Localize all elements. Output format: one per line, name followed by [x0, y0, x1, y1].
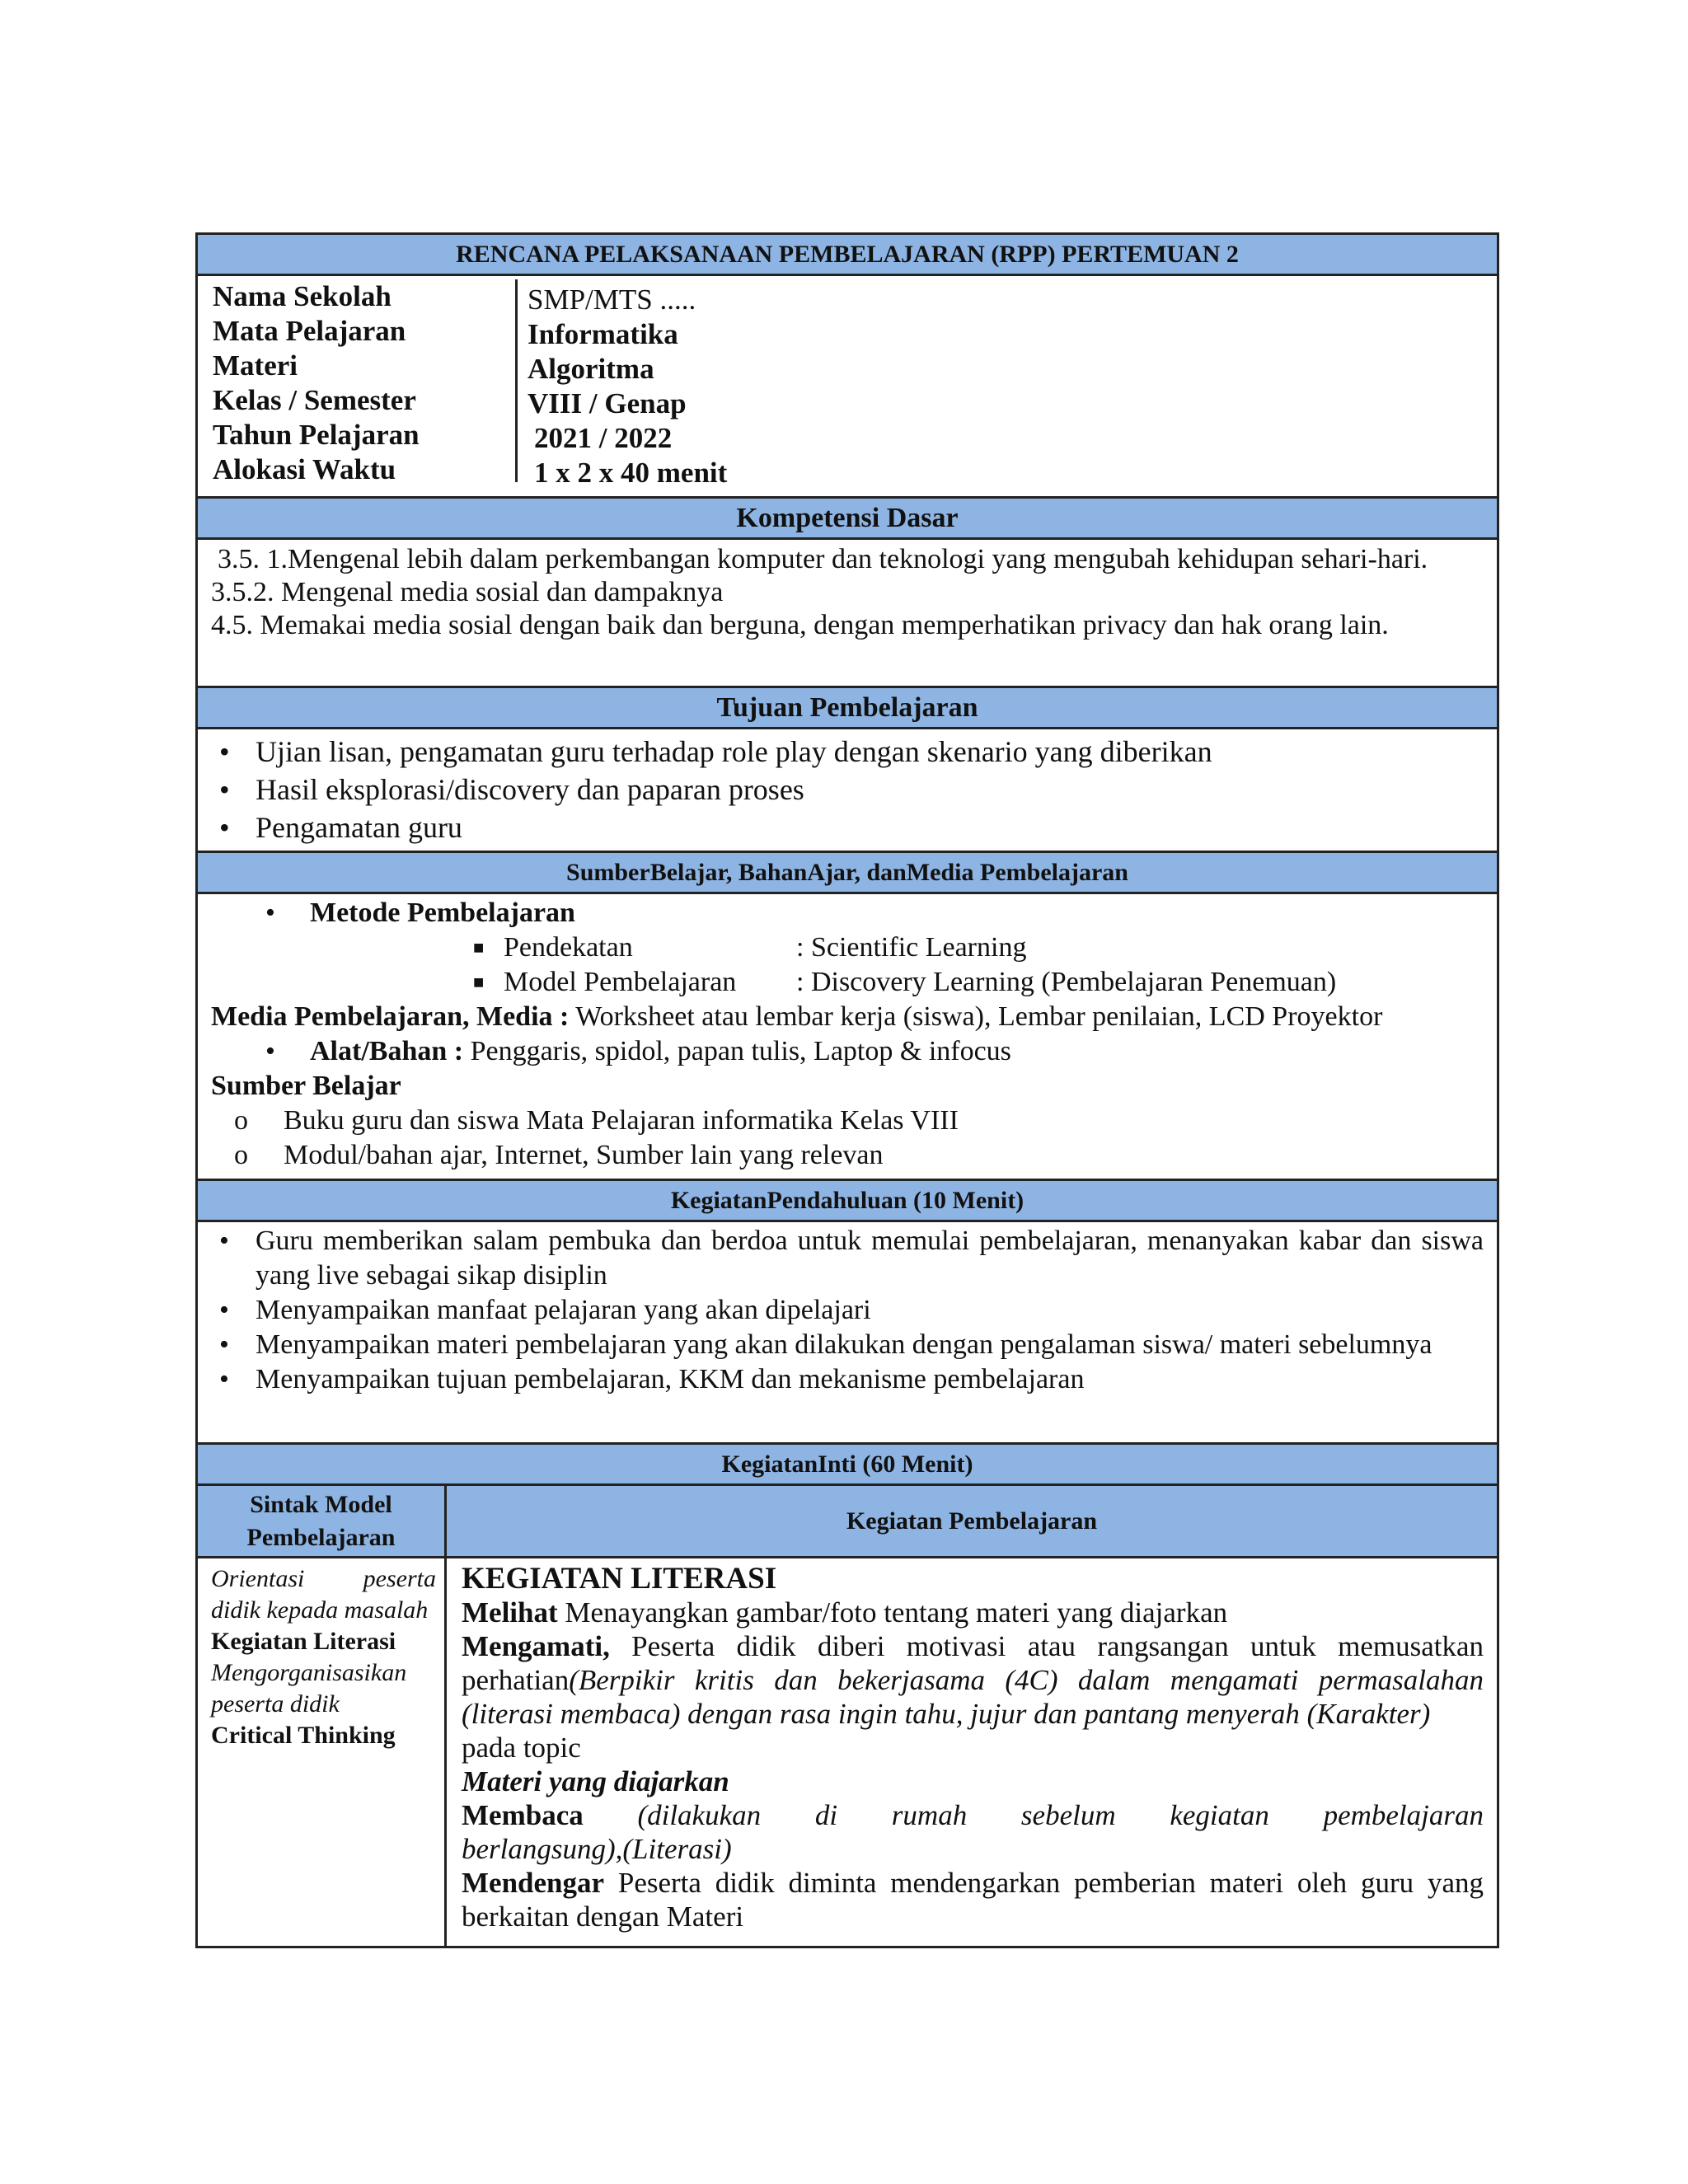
- identity-label: Nama Sekolah: [213, 280, 392, 312]
- column-header-sintak: Sintak Model Pembelajaran: [198, 1486, 447, 1556]
- bullet-icon: •: [265, 898, 275, 928]
- identity-value: Algoritma: [528, 353, 654, 385]
- inti-heading: KegiatanInti (60 Menit): [198, 1445, 1497, 1486]
- mengamati-text-italic: (Berpikir kritis dan bekerjasama (4C) dalam mengamati permasalahan: [569, 1664, 1484, 1696]
- mengamati-line: [462, 1663, 1484, 1697]
- sumber-item-text: Modul/bahan ajar, Internet, Sumber lain yang relevan: [284, 1140, 884, 1170]
- mendengar-line: [462, 1866, 1484, 1900]
- bullet-icon: •: [265, 1036, 275, 1066]
- sumber-item: [211, 1138, 1480, 1173]
- metode-value: : Scientific Learning: [796, 932, 1027, 963]
- mengamati-line: pada topic: [462, 1732, 581, 1764]
- pendahuluan-item: • Menyampaikan manfaat pelajaran yang akan dipelajari: [208, 1293, 1484, 1328]
- sintak-cell: [198, 1558, 447, 1946]
- pendahuluan-item: • Menyampaikan materi pembelajaran yang akan dilakukan dengan pengalaman siswa/ materi sebelumnya: [208, 1328, 1484, 1362]
- tujuan-section: [198, 729, 1497, 853]
- kompetensi-item: 3.5.2. Mengenal media sosial dan dampaknya: [211, 577, 724, 607]
- metode-label: Metode Pembelajaran: [310, 898, 575, 928]
- sumber-item: [211, 1104, 1480, 1138]
- identity-values: [515, 279, 728, 489]
- identity-value: 1 x 2 x 40 menit: [534, 457, 728, 489]
- identity-value: 2021 / 2022: [534, 422, 673, 454]
- sumber-item-text: Buku guru dan siswa Mata Pelajaran informatika Kelas VIII: [284, 1105, 959, 1136]
- circle-bullet-icon: o: [234, 1105, 248, 1136]
- sumber-heading: SumberBelajar, BahanAjar, danMedia Pembelajaran: [198, 853, 1497, 894]
- pendahuluan-heading: KegiatanPendahuluan (10 Menit): [198, 1181, 1497, 1222]
- document-title: RENCANA PELAKSANAAN PEMBELAJARAN (RPP) PERTEMUAN 2: [198, 235, 1497, 276]
- pendahuluan-item: • Guru memberikan salam pembuka dan berdoa untuk memulai pembelajaran, menanyakan kabar dan siswa yang live sebagai sikap disiplin: [208, 1224, 1484, 1293]
- kompetensi-item: 4.5. Memakai media sosial dengan baik dan berguna, dengan memperhatikan privacy dan hak orang lain.: [211, 610, 1389, 640]
- sumber-belajar-label: Sumber Belajar: [211, 1071, 401, 1101]
- alat-value: Penggaris, spidol, papan tulis, Laptop & infocus: [463, 1036, 1011, 1066]
- column-header-kegiatan: Kegiatan Pembelajaran: [846, 1507, 1098, 1535]
- metode-row: [211, 896, 1480, 930]
- tujuan-item: • Hasil eksplorasi/discovery dan paparan proses: [208, 771, 1480, 808]
- alat-label: Alat/Bahan :: [310, 1036, 464, 1066]
- metode-key: Pendekatan: [504, 932, 633, 963]
- metode-value: : Discovery Learning (Pembelajaran Penemuan): [796, 967, 1337, 997]
- circle-bullet-icon: o: [234, 1140, 248, 1170]
- identity-label: Alokasi Waktu: [213, 453, 396, 485]
- sintak-critical-thinking: Critical Thinking: [211, 1722, 396, 1749]
- alat-row: [211, 1034, 1480, 1069]
- membaca-line: [462, 1798, 1484, 1832]
- identity-label: Mata Pelajaran: [213, 315, 406, 347]
- square-bullet-icon: ■: [473, 972, 485, 992]
- mengamati-text: Peserta didik diberi motivasi atau rangsangan untuk memusatkan: [609, 1630, 1484, 1662]
- mengamati-text: perhatian: [462, 1664, 570, 1696]
- identity-value: Informatika: [528, 318, 678, 350]
- melihat-label: Melihat: [462, 1596, 558, 1629]
- inti-body-row: [198, 1558, 1497, 1946]
- kegiatan-cell: [447, 1558, 1497, 1946]
- inti-column-header: [198, 1486, 1497, 1558]
- identity-section: [198, 276, 1497, 499]
- sintak-mengorganisasikan: Mengorganisasikan peserta didik: [211, 1659, 407, 1718]
- media-value: Worksheet atau lembar kerja (siswa), Lembar penilaian, LCD Proyektor: [569, 1001, 1383, 1032]
- materi-heading: Materi yang diajarkan: [462, 1765, 729, 1797]
- sintak-literasi: Kegiatan Literasi: [211, 1628, 396, 1655]
- mengamati-line: (literasi membaca) dengan rasa ingin tahu, jujur dan pantang menyerah (Karakter): [462, 1698, 1431, 1730]
- metode-item: [211, 930, 1480, 965]
- metode-key: Model Pembelajaran: [504, 967, 737, 997]
- kompetensi-item: 3.5. 1.Mengenal lebih dalam perkembangan komputer dan teknologi yang mengubah kehidupan sehari-hari.: [218, 544, 1428, 574]
- sumber-section: [198, 894, 1497, 1181]
- melihat-line: [462, 1596, 1484, 1629]
- pendahuluan-item: • Menyampaikan tujuan pembelajaran, KKM dan mekanisme pembelajaran: [208, 1362, 1484, 1397]
- mengamati-label: Mengamati,: [462, 1630, 610, 1662]
- identity-value: SMP/MTS .....: [528, 284, 696, 316]
- square-bullet-icon: ■: [473, 937, 485, 958]
- melihat-text: Menayangkan gambar/foto tentang materi yang diajarkan: [557, 1596, 1228, 1629]
- media-row: [211, 1000, 1480, 1034]
- identity-label: Tahun Pelajaran: [213, 419, 420, 451]
- pendahuluan-section: [198, 1222, 1497, 1445]
- tujuan-item: • Ujian lisan, pengamatan guru terhadap role play dengan skenario yang diberikan: [208, 733, 1480, 771]
- kompetensi-section: [198, 540, 1497, 688]
- tujuan-item: • Pengamatan guru: [208, 808, 1480, 846]
- mendengar-line: berkaitan dengan Materi: [462, 1900, 744, 1933]
- metode-item: [211, 965, 1480, 1000]
- identity-value: VIII / Genap: [528, 387, 687, 419]
- membaca-label: Membaca: [462, 1799, 584, 1831]
- media-label: Media Pembelajaran, Media :: [211, 1001, 570, 1032]
- kompetensi-heading: Kompetensi Dasar: [198, 499, 1497, 540]
- identity-labels: [198, 276, 515, 496]
- mendengar-text: Peserta didik diminta mendengarkan pemberian materi oleh guru yang: [604, 1867, 1484, 1899]
- mendengar-label: Mendengar: [462, 1867, 605, 1899]
- sintak-orientasi: Orientasi peserta didik kepada masalah: [211, 1565, 436, 1624]
- rpp-document: [195, 232, 1499, 1948]
- tujuan-heading: Tujuan Pembelajaran: [198, 688, 1497, 729]
- literasi-heading: KEGIATAN LITERASI: [462, 1562, 777, 1596]
- identity-label: Kelas / Semester: [213, 384, 416, 416]
- membaca-line: berlangsung),(Literasi): [462, 1833, 732, 1865]
- mengamati-line: [462, 1629, 1484, 1663]
- membaca-text: (dilakukan di rumah sebelum kegiatan pembelajaran: [583, 1799, 1484, 1831]
- identity-label: Materi: [213, 349, 298, 382]
